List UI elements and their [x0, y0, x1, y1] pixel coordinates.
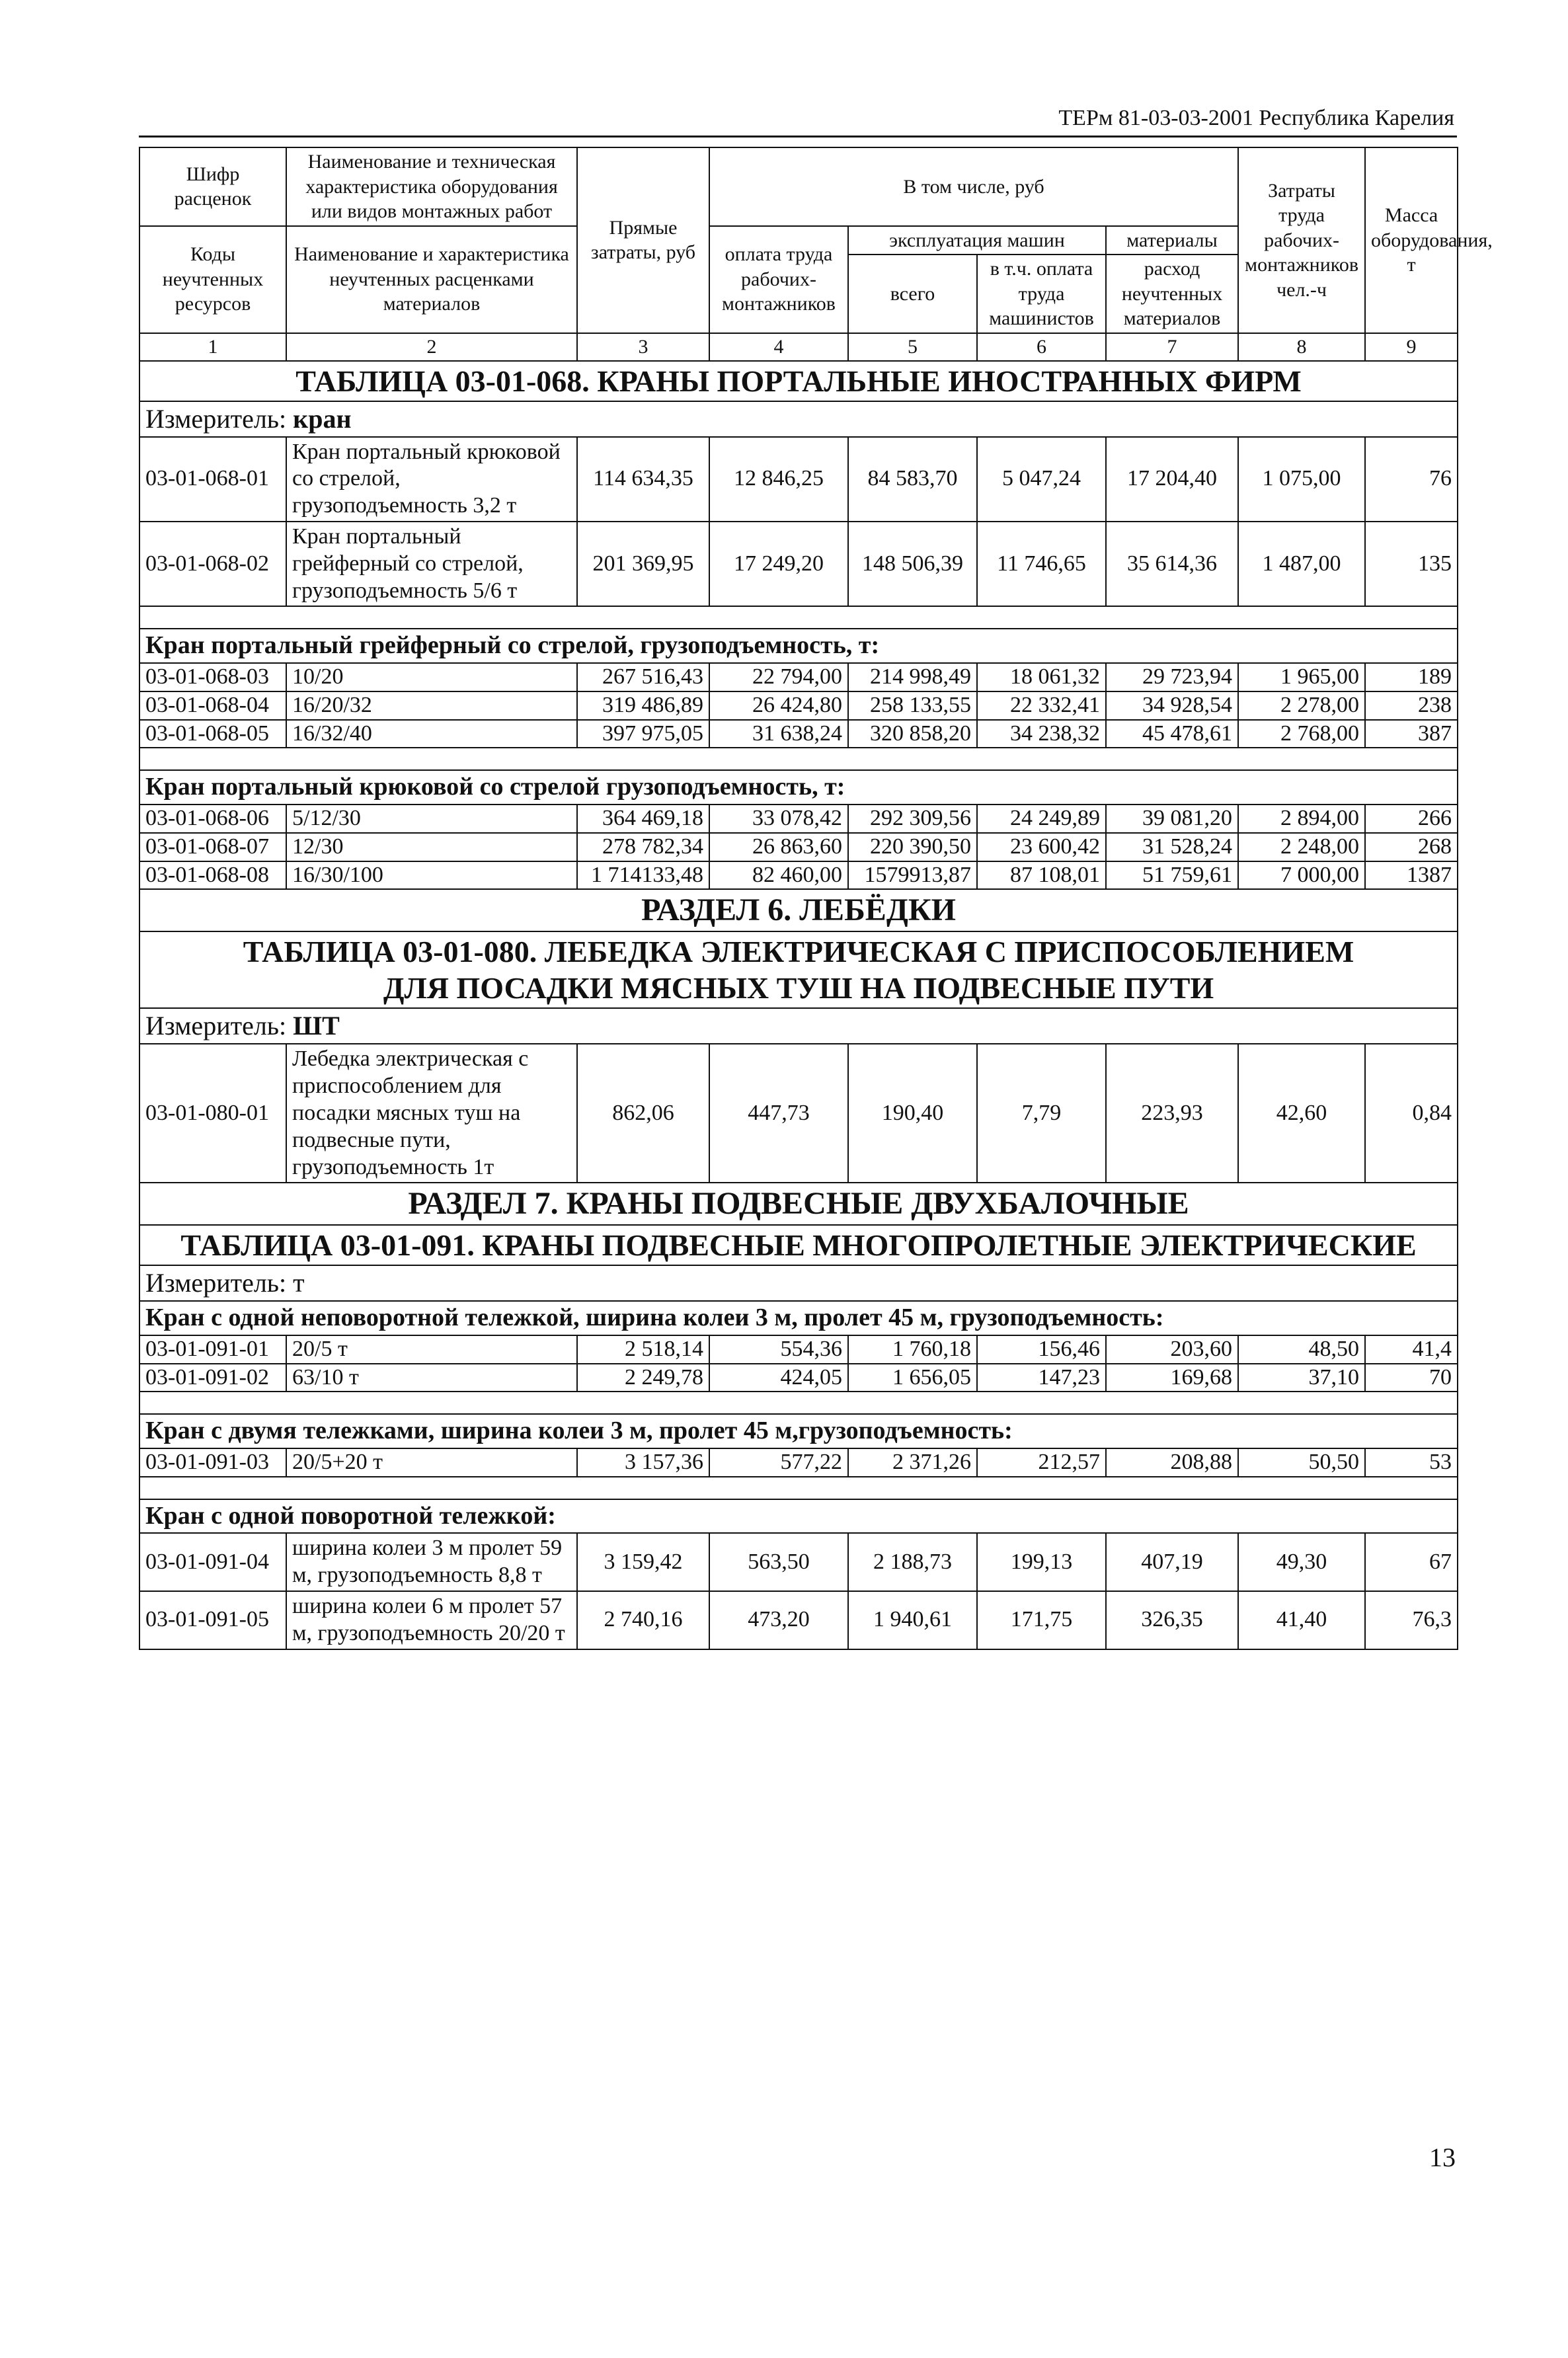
table-row: [139, 522, 1458, 606]
header-naim1: Наименование и техническая характеристика оборудования или видов монтажных работ: [286, 147, 577, 226]
machine-total: 214 998,49: [848, 663, 977, 691]
section-7-row: [139, 1183, 1458, 1225]
table-080-measure: [139, 1008, 1458, 1044]
machine-total: 2 188,73: [848, 1533, 977, 1591]
rate-code: 03-01-091-05: [139, 1591, 286, 1649]
header-naim2: Наименование и характеристика неучтенных расценками материалов: [286, 226, 577, 333]
header-ekspl: эксплуатация машин: [848, 226, 1106, 255]
table-091-measure-row: [139, 1265, 1458, 1301]
machine-total: 84 583,70: [848, 437, 977, 522]
labor-hours: 41,40: [1238, 1591, 1365, 1649]
materials: 31 528,24: [1106, 833, 1238, 861]
machinist-pay: 23 600,42: [977, 833, 1106, 861]
labor-pay: 447,73: [709, 1044, 848, 1183]
labor-pay: 577,22: [709, 1448, 848, 1477]
table-row: [139, 1448, 1458, 1477]
materials: 45 478,61: [1106, 720, 1238, 748]
header-vsego: всего: [848, 255, 977, 333]
machinist-pay: 171,75: [977, 1591, 1106, 1649]
equipment-mass: 76: [1365, 437, 1458, 522]
header-zatraty: Затраты труда рабочих-монтажников чел.-ч: [1238, 147, 1365, 333]
machine-total: 2 371,26: [848, 1448, 977, 1477]
direct-costs: 1 714133,48: [577, 861, 709, 890]
machinist-pay: 24 249,89: [977, 805, 1106, 833]
rate-code: 03-01-068-03: [139, 663, 286, 691]
labor-hours: 1 965,00: [1238, 663, 1365, 691]
table-080-measure-row: [139, 1008, 1458, 1044]
table-row: [139, 1533, 1458, 1591]
direct-costs: 862,06: [577, 1044, 709, 1183]
materials: 407,19: [1106, 1533, 1238, 1591]
column-number: 6: [977, 333, 1106, 361]
header-rule: [139, 136, 1457, 138]
machine-total: 1 656,05: [848, 1364, 977, 1392]
labor-hours: 1 487,00: [1238, 522, 1365, 606]
item-description: 12/30: [286, 833, 577, 861]
rate-code: 03-01-068-08: [139, 861, 286, 890]
item-description: 63/10 т: [286, 1364, 577, 1392]
equipment-mass: 266: [1365, 805, 1458, 833]
labor-pay: 554,36: [709, 1335, 848, 1364]
machinist-pay: 34 238,32: [977, 720, 1106, 748]
column-number: 7: [1106, 333, 1238, 361]
direct-costs: 2 740,16: [577, 1591, 709, 1649]
direct-costs: 3 157,36: [577, 1448, 709, 1477]
measure-label: Измеритель:: [145, 403, 294, 434]
column-number: 8: [1238, 333, 1365, 361]
equipment-mass: 53: [1365, 1448, 1458, 1477]
table-091-group2-heading: Кран с двумя тележками, ширина колеи 3 м, пролет 45 м,грузоподъемность:: [139, 1414, 1458, 1448]
machinist-pay: 11 746,65: [977, 522, 1106, 606]
table-row: [139, 720, 1458, 748]
machine-total: 190,40: [848, 1044, 977, 1183]
rate-code: 03-01-068-06: [139, 805, 286, 833]
header-shifr: Шифр расценок: [139, 147, 286, 226]
equipment-mass: 1387: [1365, 861, 1458, 890]
direct-costs: 3 159,42: [577, 1533, 709, 1591]
machinist-pay: 87 108,01: [977, 861, 1106, 890]
labor-hours: 2 894,00: [1238, 805, 1365, 833]
equipment-mass: 76,3: [1365, 1591, 1458, 1649]
direct-costs: 2 518,14: [577, 1335, 709, 1364]
machinist-pay: 22 332,41: [977, 691, 1106, 720]
materials: 203,60: [1106, 1335, 1238, 1364]
labor-hours: 48,50: [1238, 1335, 1365, 1364]
table-091-group3-heading: Кран с одной поворотной тележкой:: [139, 1499, 1458, 1534]
labor-hours: 2 278,00: [1238, 691, 1365, 720]
table-row: [139, 1044, 1458, 1183]
labor-hours: 2 768,00: [1238, 720, 1365, 748]
direct-costs: 364 469,18: [577, 805, 709, 833]
price-table: [139, 147, 1493, 1650]
equipment-mass: 189: [1365, 663, 1458, 691]
table-068-group2-heading: Кран портальный крюковой со стрелой грузоподъемность, т:: [139, 770, 1458, 805]
spacer-row: [139, 1392, 1458, 1414]
item-description: Кран портальный крюковой со стрелой, грузоподъемность 3,2 т: [286, 437, 577, 522]
materials: 51 759,61: [1106, 861, 1238, 890]
item-description: Кран портальный грейферный со стрелой, грузоподъемность 5/6 т: [286, 522, 577, 606]
item-description: 16/20/32: [286, 691, 577, 720]
table-091-group3-row: [139, 1499, 1458, 1534]
equipment-mass: 135: [1365, 522, 1458, 606]
machine-total: 1 760,18: [848, 1335, 977, 1364]
materials: 29 723,94: [1106, 663, 1238, 691]
equipment-mass: 268: [1365, 833, 1458, 861]
table-row: [139, 1335, 1458, 1364]
labor-pay: 22 794,00: [709, 663, 848, 691]
machinist-pay: 147,23: [977, 1364, 1106, 1392]
direct-costs: 319 486,89: [577, 691, 709, 720]
labor-hours: 42,60: [1238, 1044, 1365, 1183]
equipment-mass: 387: [1365, 720, 1458, 748]
table-068-group1-row: [139, 629, 1458, 663]
table-row: [139, 437, 1458, 522]
labor-pay: 424,05: [709, 1364, 848, 1392]
table-091-group1-row: [139, 1301, 1458, 1335]
item-description: Лебедка электрическая с приспособлением для посадки мясных туш на подвесные пути, грузоподъемность 1т: [286, 1044, 577, 1183]
materials: 223,93: [1106, 1044, 1238, 1183]
machine-total: 1579913,87: [848, 861, 977, 890]
table-091-group2-row: [139, 1414, 1458, 1448]
materials: 169,68: [1106, 1364, 1238, 1392]
header-oplata: оплата труда рабочих-монтажников: [709, 226, 848, 333]
machine-total: 1 940,61: [848, 1591, 977, 1649]
rate-code: 03-01-068-04: [139, 691, 286, 720]
table-080-title-row: [139, 931, 1458, 1008]
equipment-mass: 41,4: [1365, 1335, 1458, 1364]
column-number: 5: [848, 333, 977, 361]
labor-pay: 31 638,24: [709, 720, 848, 748]
running-header: ТЕРм 81-03-03-2001 Республика Карелия: [1058, 106, 1454, 130]
machine-total: 292 309,56: [848, 805, 977, 833]
column-number: 2: [286, 333, 577, 361]
rate-code: 03-01-080-01: [139, 1044, 286, 1183]
rate-code: 03-01-068-01: [139, 437, 286, 522]
table-091-title-row: [139, 1225, 1458, 1265]
table-row: [139, 861, 1458, 890]
section-7-heading: РАЗДЕЛ 7. КРАНЫ ПОДВЕСНЫЕ ДВУХБАЛОЧНЫЕ: [139, 1183, 1458, 1225]
item-description: 16/30/100: [286, 861, 577, 890]
header-vtch: в т.ч. оплата труда машинистов: [977, 255, 1106, 333]
measure-label: Измеритель:: [145, 1011, 294, 1041]
measure-unit: кран: [293, 403, 352, 434]
column-number: 4: [709, 333, 848, 361]
table-068-group2-row: [139, 770, 1458, 805]
direct-costs: 2 249,78: [577, 1364, 709, 1392]
labor-pay: 26 424,80: [709, 691, 848, 720]
labor-pay: 473,20: [709, 1591, 848, 1649]
labor-pay: 26 863,60: [709, 833, 848, 861]
table-row: [139, 1364, 1458, 1392]
machinist-pay: 18 061,32: [977, 663, 1106, 691]
labor-hours: 1 075,00: [1238, 437, 1365, 522]
column-numbers-row: [139, 333, 1458, 361]
item-description: 20/5+20 т: [286, 1448, 577, 1477]
table-row: [139, 691, 1458, 720]
labor-hours: 2 248,00: [1238, 833, 1365, 861]
table-row: [139, 805, 1458, 833]
machinist-pay: 7,79: [977, 1044, 1106, 1183]
machine-total: 148 506,39: [848, 522, 977, 606]
rate-code: 03-01-091-02: [139, 1364, 286, 1392]
machine-total: 220 390,50: [848, 833, 977, 861]
header-kody: Коды неучтенных ресурсов: [139, 226, 286, 333]
materials: 39 081,20: [1106, 805, 1238, 833]
labor-pay: 17 249,20: [709, 522, 848, 606]
rate-code: 03-01-091-04: [139, 1533, 286, 1591]
labor-pay: 563,50: [709, 1533, 848, 1591]
table-091-group1-heading: Кран с одной неповоротной тележкой, ширина колеи 3 м, пролет 45 м, грузоподъемность:: [139, 1301, 1458, 1335]
labor-hours: 49,30: [1238, 1533, 1365, 1591]
header-row-1: [139, 147, 1458, 226]
equipment-mass: 238: [1365, 691, 1458, 720]
machinist-pay: 156,46: [977, 1335, 1106, 1364]
direct-costs: 397 975,05: [577, 720, 709, 748]
machinist-pay: 199,13: [977, 1533, 1106, 1591]
rate-code: 03-01-068-05: [139, 720, 286, 748]
labor-pay: 82 460,00: [709, 861, 848, 890]
header-materialy: материалы: [1106, 226, 1238, 255]
header-v-tom-chisle: В том числе, руб: [709, 147, 1238, 226]
machine-total: 320 858,20: [848, 720, 977, 748]
table-row: [139, 833, 1458, 861]
rate-code: 03-01-068-02: [139, 522, 286, 606]
item-description: 5/12/30: [286, 805, 577, 833]
direct-costs: 114 634,35: [577, 437, 709, 522]
item-description: ширина колеи 6 м пролет 57 м, грузоподъемность 20/20 т: [286, 1591, 577, 1649]
table-068-measure-row: [139, 401, 1458, 437]
equipment-mass: 70: [1365, 1364, 1458, 1392]
spacer-row: [139, 748, 1458, 770]
labor-pay: 12 846,25: [709, 437, 848, 522]
table-068-title: ТАБЛИЦА 03-01-068. КРАНЫ ПОРТАЛЬНЫЕ ИНОСТРАННЫХ ФИРМ: [139, 361, 1458, 401]
materials: 326,35: [1106, 1591, 1238, 1649]
materials: 34 928,54: [1106, 691, 1238, 720]
labor-hours: 37,10: [1238, 1364, 1365, 1392]
section-6-heading: РАЗДЕЛ 6. ЛЕБЁДКИ: [139, 889, 1458, 931]
table-091-title: ТАБЛИЦА 03-01-091. КРАНЫ ПОДВЕСНЫЕ МНОГОПРОЛЕТНЫЕ ЭЛЕКТРИЧЕСКИЕ: [139, 1225, 1458, 1265]
materials: 17 204,40: [1106, 437, 1238, 522]
page-number: 13: [1429, 2142, 1456, 2172]
direct-costs: 267 516,43: [577, 663, 709, 691]
column-number: 3: [577, 333, 709, 361]
direct-costs: 278 782,34: [577, 833, 709, 861]
machinist-pay: 212,57: [977, 1448, 1106, 1477]
rate-code: 03-01-091-03: [139, 1448, 286, 1477]
equipment-mass: 0,84: [1365, 1044, 1458, 1183]
table-068-title-row: [139, 361, 1458, 401]
header-massa: Масса оборудования, т: [1365, 147, 1458, 333]
section-6-row: [139, 889, 1458, 931]
machine-total: 258 133,55: [848, 691, 977, 720]
labor-hours: 7 000,00: [1238, 861, 1365, 890]
spacer-row: [139, 606, 1458, 629]
item-description: 20/5 т: [286, 1335, 577, 1364]
item-description: 10/20: [286, 663, 577, 691]
header-pryamye: Прямые затраты, руб: [577, 147, 709, 333]
machinist-pay: 5 047,24: [977, 437, 1106, 522]
spacer-row: [139, 1477, 1458, 1499]
item-description: 16/32/40: [286, 720, 577, 748]
equipment-mass: 67: [1365, 1533, 1458, 1591]
table-080-title: ТАБЛИЦА 03-01-080. ЛЕБЕДКА ЭЛЕКТРИЧЕСКАЯ С ПРИСПОСОБЛЕНИЕМ ДЛЯ ПОСАДКИ МЯСНЫХ ТУШ НА ПОДВЕСНЫЕ ПУТИ: [139, 931, 1458, 1008]
measure-unit: ШТ: [293, 1011, 340, 1041]
item-description: ширина колеи 3 м пролет 59 м, грузоподъемность 8,8 т: [286, 1533, 577, 1591]
rate-code: 03-01-091-01: [139, 1335, 286, 1364]
materials: 35 614,36: [1106, 522, 1238, 606]
labor-hours: 50,50: [1238, 1448, 1365, 1477]
labor-pay: 33 078,42: [709, 805, 848, 833]
materials: 208,88: [1106, 1448, 1238, 1477]
rate-code: 03-01-068-07: [139, 833, 286, 861]
header-rashod: расход неучтенных материалов: [1106, 255, 1238, 333]
direct-costs: 201 369,95: [577, 522, 709, 606]
table-068-measure: [139, 401, 1458, 437]
table-row: [139, 663, 1458, 691]
column-number: 1: [139, 333, 286, 361]
table-091-measure: Измеритель: т: [139, 1265, 1458, 1301]
table-068-group1-heading: Кран портальный грейферный со стрелой, грузоподъемность, т:: [139, 629, 1458, 663]
column-number: 9: [1365, 333, 1458, 361]
table-row: [139, 1591, 1458, 1649]
